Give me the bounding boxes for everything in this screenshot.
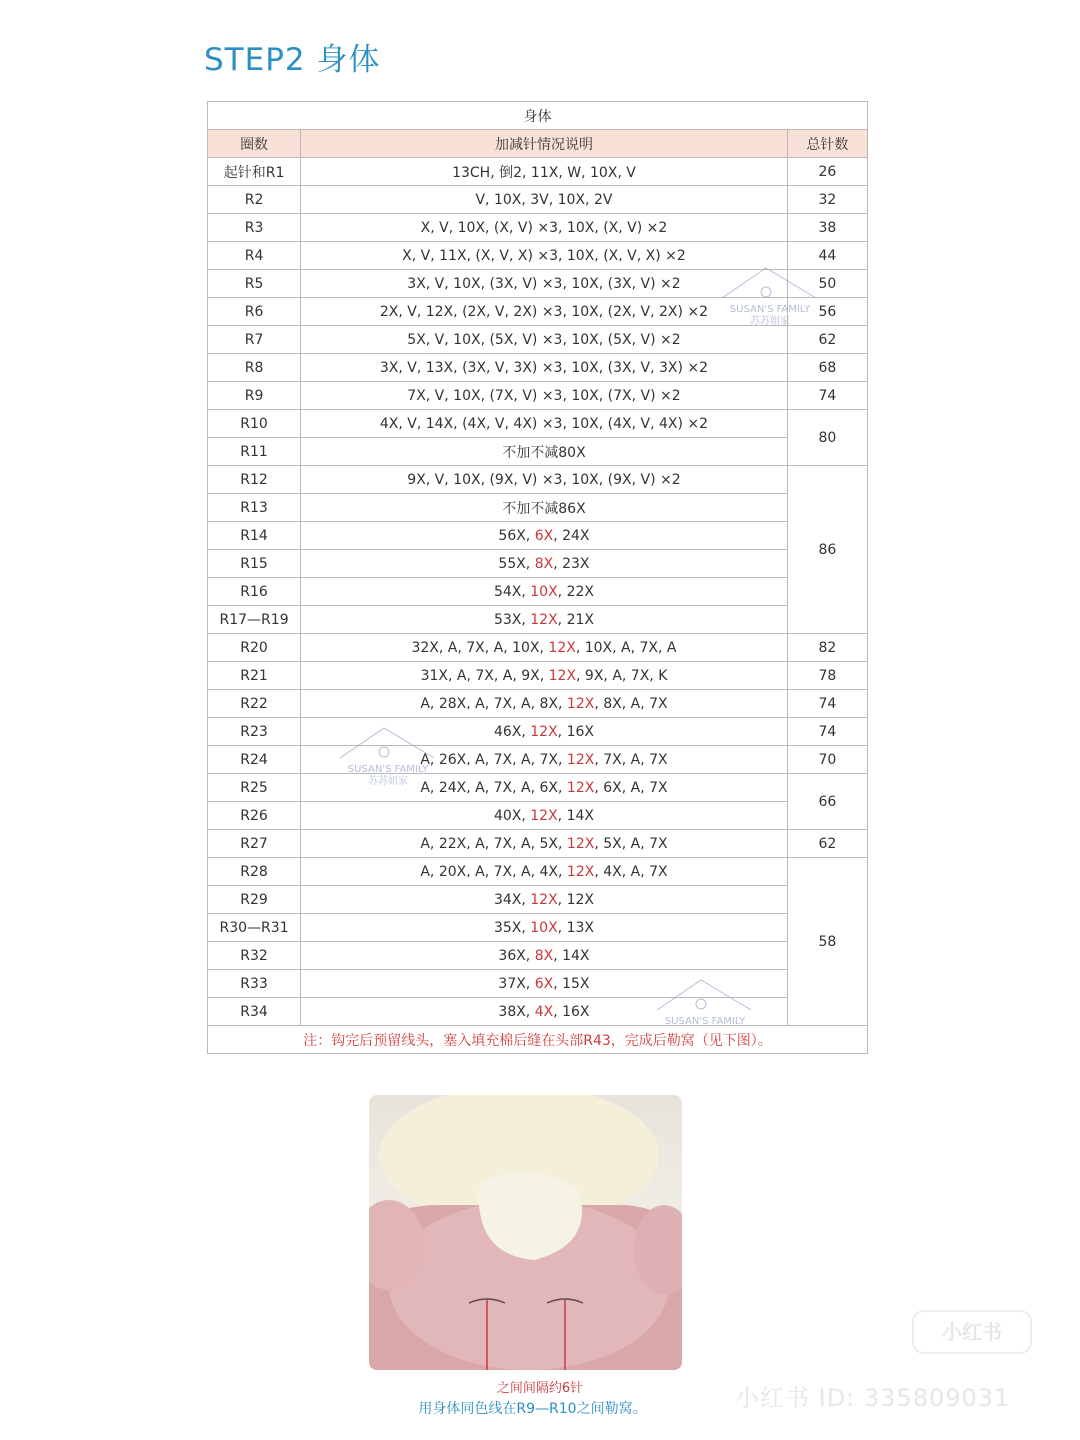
instruction-text: 不加不减86X xyxy=(502,500,586,517)
instruction-text: 56X, xyxy=(498,527,535,544)
instruction-text: , 24X xyxy=(553,527,590,544)
instruction-cell xyxy=(301,550,788,578)
house-icon xyxy=(655,978,755,1012)
highlight-stitch-count: 4X xyxy=(534,1003,554,1020)
round-cell: R10 xyxy=(208,410,301,438)
round-cell: R22 xyxy=(208,690,301,718)
highlight-stitch-count: 12X xyxy=(566,835,595,852)
page-title: STEP2 身体 xyxy=(204,42,381,78)
total-cell: 38 xyxy=(787,214,867,242)
instruction-text: , 14X xyxy=(557,807,594,824)
photo-caption-instruction: 用身体同色线在R9—R10之间勒窝。 xyxy=(418,1401,647,1417)
table-row xyxy=(208,718,868,746)
highlight-stitch-count: 10X xyxy=(530,583,558,600)
watermark-text-cn: 苏苏姐家 xyxy=(368,776,408,787)
table-caption: 身体 xyxy=(208,102,868,130)
instruction-cell xyxy=(301,914,788,942)
table-row xyxy=(208,158,868,186)
highlight-stitch-count: 12X xyxy=(530,723,558,740)
round-cell: R23 xyxy=(208,718,301,746)
highlight-stitch-count: 12X xyxy=(548,639,576,656)
table-row xyxy=(208,970,868,998)
instruction-text: 35X, xyxy=(493,919,531,936)
instruction-text: 4X, V, 14X, (4X, V, 4X) ×3, 10X, (4X, V, 4X) ×2 xyxy=(379,415,709,432)
instruction-cell xyxy=(301,606,788,634)
total-cell: 74 xyxy=(787,718,867,746)
table-row xyxy=(208,942,868,970)
instruction-text: , 23X xyxy=(553,555,590,572)
instruction-text: X, V, 10X, (X, V) ×3, 10X, (X, V) ×2 xyxy=(420,219,668,236)
highlight-stitch-count: 12X xyxy=(548,667,577,684)
watermark-logo xyxy=(720,266,820,328)
table-row xyxy=(208,690,868,718)
instruction-cell xyxy=(301,942,788,970)
instruction-text: 55X, xyxy=(498,555,535,572)
instruction-text: , 22X xyxy=(557,583,594,600)
total-cell: 56 xyxy=(787,298,867,326)
watermark-text: SUSAN'S FAMILY xyxy=(347,764,429,775)
table-row xyxy=(208,578,868,606)
highlight-stitch-count: 12X xyxy=(530,891,558,908)
instruction-text: A, 28X, A, 7X, A, 8X, xyxy=(420,695,567,712)
round-cell: R7 xyxy=(208,326,301,354)
instruction-text: 13CH, 倒2, 11X, W, 10X, V xyxy=(452,164,636,181)
instruction-text: , 4X, A, 7X xyxy=(594,863,668,880)
table-row xyxy=(208,662,868,690)
round-cell: R2 xyxy=(208,186,301,214)
table-row xyxy=(208,410,868,438)
total-cell: 80 xyxy=(787,410,867,466)
instruction-text: 32X, A, 7X, A, 10X, xyxy=(411,639,549,656)
instruction-cell xyxy=(301,522,788,550)
instruction-cell xyxy=(301,186,788,214)
instruction-text: 38X, xyxy=(498,1003,535,1020)
instruction-cell xyxy=(301,354,788,382)
total-cell: 78 xyxy=(787,662,867,690)
table-row xyxy=(208,438,868,466)
table-row xyxy=(208,326,868,354)
total-cell: 50 xyxy=(787,270,867,298)
instruction-text: , 21X xyxy=(557,611,594,628)
instruction-text: 37X, xyxy=(498,975,535,992)
instruction-text: 53X, xyxy=(493,611,531,628)
highlight-stitch-count: 12X xyxy=(566,779,595,796)
table-row xyxy=(208,550,868,578)
round-cell: R8 xyxy=(208,354,301,382)
watermark-logo xyxy=(655,978,755,1028)
total-cell: 62 xyxy=(787,830,867,858)
crochet-doll-illustration xyxy=(369,1095,682,1370)
instruction-text: , 6X, A, 7X xyxy=(594,779,668,796)
round-cell: R12 xyxy=(208,466,301,494)
instruction-text: 36X, xyxy=(498,947,535,964)
instruction-cell xyxy=(301,242,788,270)
instruction-text: 2X, V, 12X, (2X, V, 2X) ×3, 10X, (2X, V, 2X) ×2 xyxy=(379,303,709,320)
instruction-text: 46X, xyxy=(493,723,531,740)
instruction-cell xyxy=(301,634,788,662)
round-cell: R29 xyxy=(208,886,301,914)
round-cell: R30—R31 xyxy=(208,914,301,942)
table-row xyxy=(208,354,868,382)
instruction-text: , 14X xyxy=(553,947,590,964)
instruction-text: 34X, xyxy=(493,891,531,908)
table-row xyxy=(208,914,868,942)
round-cell: R20 xyxy=(208,634,301,662)
table-row xyxy=(208,830,868,858)
round-cell: R26 xyxy=(208,802,301,830)
table-row xyxy=(208,774,868,802)
table-row xyxy=(208,186,868,214)
instruction-text: 54X, xyxy=(493,583,531,600)
instruction-text: V, 10X, 3V, 10X, 2V xyxy=(475,191,613,208)
table-row xyxy=(208,858,868,886)
crochet-body-photo xyxy=(369,1095,682,1370)
instruction-cell xyxy=(301,690,788,718)
total-cell: 86 xyxy=(787,466,867,634)
note-row xyxy=(208,1026,868,1054)
instruction-text: X, V, 11X, (X, V, X) ×3, 10X, (X, V, X) ×2 xyxy=(402,247,686,264)
table-row xyxy=(208,606,868,634)
total-cell: 26 xyxy=(787,158,867,186)
round-cell: R3 xyxy=(208,214,301,242)
instruction-text: , 9X, A, 7X, K xyxy=(576,667,668,684)
table-row xyxy=(208,466,868,494)
total-cell: 62 xyxy=(787,326,867,354)
total-cell: 44 xyxy=(787,242,867,270)
highlight-stitch-count: 6X xyxy=(534,527,554,544)
instruction-text: , 13X xyxy=(557,919,594,936)
table-note: 注：钩完后预留线头，塞入填充棉后缝在头部R43，完成后勒窝（见下图）。 xyxy=(208,1026,868,1054)
pattern-table-wrap xyxy=(207,101,868,1054)
watermark-text: SUSAN'S FAMILY xyxy=(664,1016,746,1027)
table-row xyxy=(208,214,868,242)
table-row xyxy=(208,382,868,410)
instruction-cell xyxy=(301,466,788,494)
round-cell: R24 xyxy=(208,746,301,774)
instruction-text: 40X, xyxy=(493,807,531,824)
instruction-cell xyxy=(301,662,788,690)
total-cell: 82 xyxy=(787,634,867,662)
instruction-text: , 7X, A, 7X xyxy=(594,751,668,768)
table-row xyxy=(208,746,868,774)
instruction-cell xyxy=(301,382,788,410)
instruction-cell xyxy=(301,270,788,298)
round-cell: R13 xyxy=(208,494,301,522)
round-cell: R15 xyxy=(208,550,301,578)
instruction-text: , 8X, A, 7X xyxy=(594,695,668,712)
highlight-stitch-count: 10X xyxy=(530,919,558,936)
total-cell: 58 xyxy=(787,858,867,1026)
round-cell: R28 xyxy=(208,858,301,886)
highlight-stitch-count: 12X xyxy=(530,611,558,628)
round-cell: R25 xyxy=(208,774,301,802)
total-cell: 70 xyxy=(787,746,867,774)
instruction-cell xyxy=(301,158,788,186)
instruction-cell xyxy=(301,886,788,914)
total-cell: 74 xyxy=(787,690,867,718)
watermark-text-cn: 苏苏姐家 xyxy=(750,316,790,327)
round-cell: R14 xyxy=(208,522,301,550)
highlight-stitch-count: 12X xyxy=(530,807,558,824)
round-cell: R34 xyxy=(208,998,301,1026)
highlight-stitch-count: 12X xyxy=(566,863,595,880)
instruction-text: , 16X xyxy=(557,723,594,740)
instruction-text: , 12X xyxy=(557,891,594,908)
instruction-cell xyxy=(301,410,788,438)
instruction-text: A, 20X, A, 7X, A, 4X, xyxy=(420,863,567,880)
highlight-stitch-count: 8X xyxy=(534,947,554,964)
round-cell: R21 xyxy=(208,662,301,690)
instruction-text: , 16X xyxy=(553,1003,590,1020)
instruction-cell xyxy=(301,214,788,242)
instruction-text: 不加不减80X xyxy=(502,444,586,461)
round-cell: R33 xyxy=(208,970,301,998)
round-cell: R4 xyxy=(208,242,301,270)
instruction-text: , 15X xyxy=(553,975,590,992)
round-cell: 起针和R1 xyxy=(208,158,301,186)
instruction-text: A, 26X, A, 7X, A, 7X, xyxy=(420,751,567,768)
round-cell: R16 xyxy=(208,578,301,606)
house-icon xyxy=(338,726,438,760)
xiaohongshu-id-watermark: 小红书 ID: 335809031 xyxy=(735,1384,1011,1412)
instruction-cell xyxy=(301,858,788,886)
watermark-text: SUSAN'S FAMILY xyxy=(729,304,811,315)
total-cell: 68 xyxy=(787,354,867,382)
round-cell: R11 xyxy=(208,438,301,466)
round-cell: R5 xyxy=(208,270,301,298)
instruction-text: 9X, V, 10X, (9X, V) ×3, 10X, (9X, V) ×2 xyxy=(407,471,681,488)
header-total: 总针数 xyxy=(787,130,867,158)
instruction-text: 31X, A, 7X, A, 9X, xyxy=(420,667,549,684)
highlight-stitch-count: 8X xyxy=(534,555,554,572)
highlight-stitch-count: 12X xyxy=(566,751,595,768)
table-row xyxy=(208,802,868,830)
round-cell: R27 xyxy=(208,830,301,858)
table-row xyxy=(208,886,868,914)
instruction-cell xyxy=(301,578,788,606)
instruction-text: A, 22X, A, 7X, A, 5X, xyxy=(420,835,567,852)
table-row xyxy=(208,998,868,1026)
round-cell: R32 xyxy=(208,942,301,970)
table-row xyxy=(208,522,868,550)
total-cell: 66 xyxy=(787,774,867,830)
total-cell: 74 xyxy=(787,382,867,410)
instruction-text: 3X, V, 10X, (3X, V) ×3, 10X, (3X, V) ×2 xyxy=(407,275,681,292)
round-cell: R17—R19 xyxy=(208,606,301,634)
instruction-text: 5X, V, 10X, (5X, V) ×3, 10X, (5X, V) ×2 xyxy=(407,331,681,348)
instruction-text: 3X, V, 13X, (3X, V, 3X) ×3, 10X, (3X, V, 3X) ×2 xyxy=(379,359,709,376)
instruction-text: , 10X, A, 7X, A xyxy=(575,639,677,656)
photo-caption-spacing: 之间间隔约6针 xyxy=(496,1381,584,1396)
instruction-text: , 5X, A, 7X xyxy=(594,835,668,852)
watermark-logo xyxy=(338,726,438,788)
house-icon xyxy=(720,266,820,300)
round-cell: R9 xyxy=(208,382,301,410)
round-cell: R6 xyxy=(208,298,301,326)
xiaohongshu-logo: 小红书 xyxy=(912,1310,1032,1354)
instruction-cell xyxy=(301,830,788,858)
instruction-cell xyxy=(301,326,788,354)
highlight-stitch-count: 6X xyxy=(534,975,554,992)
table-row xyxy=(208,494,868,522)
instruction-text: A, 24X, A, 7X, A, 6X, xyxy=(420,779,567,796)
header-round: 圈数 xyxy=(208,130,301,158)
instruction-cell xyxy=(301,438,788,466)
instruction-cell xyxy=(301,494,788,522)
instruction-cell xyxy=(301,802,788,830)
instruction-cell xyxy=(301,298,788,326)
total-cell: 32 xyxy=(787,186,867,214)
pattern-table xyxy=(207,101,868,1054)
instruction-text: 7X, V, 10X, (7X, V) ×3, 10X, (7X, V) ×2 xyxy=(407,387,681,404)
highlight-stitch-count: 12X xyxy=(566,695,595,712)
header-instructions: 加减针情况说明 xyxy=(301,130,788,158)
table-row xyxy=(208,634,868,662)
